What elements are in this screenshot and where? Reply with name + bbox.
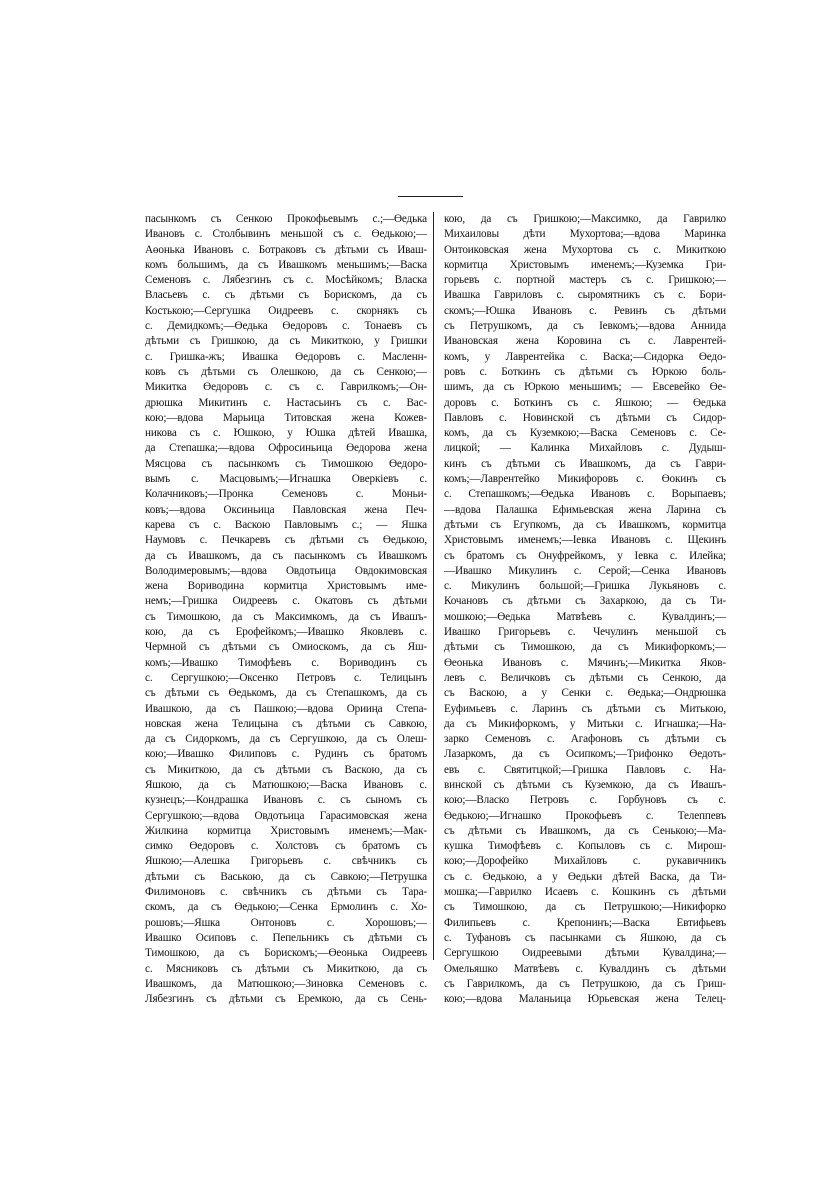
text-line: кою;—Власко Петровъ с. Горбуновъ съ с. (444, 794, 726, 807)
text-line: съ дѣтьми съ Өедькомъ, да съ Степашкомъ, да съ (145, 687, 427, 700)
text-line: Христовымъ именемъ;—Іевка Ивановъ с. Щекинъ (444, 534, 726, 547)
text-line: пасынкомъ съ Сенкою Прокофьевымъ с.;—Өедька (145, 213, 427, 225)
text-line: скомъ, да съ Өедькою;—Сенка Ермолинъ с. Хо- (145, 901, 427, 914)
text-line: с. Гришка-жъ; Ивашка Өедоровъ с. Масленн- (145, 350, 427, 363)
text-line: дѣтьми съ Тимошкою, да съ Микифоркомъ;— (444, 641, 726, 654)
text-line: кою, да съ Гришкою;—Максимко, да Гаврилко (444, 213, 726, 225)
text-line: левъ с. Величковъ съ дѣтьми съ Сенкою, да (444, 671, 726, 684)
text-line: комъ, да съ Куземкою;—Васка Семеновъ с. Се- (444, 427, 726, 440)
text-line: —Ивашко Микулинъ с. Серой;—Сенка Ивановъ (444, 564, 726, 577)
text-line: Ивашкомъ, да Матюшкою;—Зиновка Семеновъ с. (145, 977, 427, 990)
text-line: кинъ съ дѣтьми съ Ивашкомъ, да съ Гаври- (444, 457, 726, 470)
text-line: винской съ дѣтьми съ Куземкою, да съ Ивашъ- (444, 778, 726, 791)
text-line: с. Степашкомъ;—Өедька Ивановъ с. Ворыпаевъ; (444, 488, 726, 501)
text-line: Онтоиковская жена Мухортова съ с. Микиткою (444, 243, 726, 256)
text-line: Колачниковъ;—Пронка Семеновъ с. Моньи- (145, 488, 427, 501)
text-line: Микитка Өедоровъ с. съ с. Гаврилкомъ;—Он- (145, 381, 427, 394)
text-line: с. Туфановъ съ пасынками съ Яшкою, да съ (444, 931, 726, 944)
text-line: Лябезгинъ съ дѣтьми съ Еремкою, да съ Сень- (145, 993, 427, 1006)
text-line: Өедькою;—Игнашко Прокофьевъ с. Телеппевъ (444, 809, 726, 822)
text-line: дѣтьми съ Ваською, да съ Савкою;—Петрушка (145, 870, 427, 883)
text-line: ковъ;—вдова Оксиньица Павловская жена Печ- (145, 503, 427, 516)
text-line: Наумовъ с. Печкаревъ съ дѣтьми съ Өедькою, (145, 534, 427, 547)
text-line: съ Тимошкою, да съ Петрушкою;—Никифорко (444, 901, 726, 914)
text-line: Омельяшко Матвѣевъ с. Кувалдинъ съ дѣтьми (444, 962, 726, 975)
text-line: Ивашко Григорьевъ с. Чечулинъ меньшой съ (444, 626, 726, 639)
text-line: кою;—Ивашко Филиповъ с. Рудинъ съ братомъ (145, 748, 427, 761)
text-line: Лазаркомъ, да съ Осипкомъ;—Трифонко Өедоть- (444, 748, 726, 761)
text-line: Ивашка Гавриловъ с. сыромятникъ съ с. Бори- (444, 289, 726, 302)
text-line: да съ Сидоркомъ, да съ Сергушкою, да съ Олеш- (145, 733, 427, 746)
text-line: Костькою;—Сергушка Оидреевъ с. скорнякъ съ (145, 304, 427, 317)
column-divider (433, 212, 434, 960)
text-line: с. Сергушкою;—Оксенко Петровъ с. Телицынъ (145, 671, 427, 684)
text-line: с. Микулинъ большой;—Гришка Лукьяновъ с. (444, 580, 726, 593)
text-line: Сергушкою Оидреевыми дѣтьми Кувалдина;— (444, 947, 726, 960)
text-line: Сергушкою;—вдова Овдотьица Гарасимовская жена (145, 809, 427, 822)
text-line: ковъ съ дѣтьми съ Олешкою, да съ Сенкою;— (145, 365, 427, 378)
text-line: Кочановъ съ дѣтьми съ Захаркою, да съ Ти- (444, 595, 726, 608)
text-line: кузнецъ;—Кондрашка Ивановъ с. съ сыномъ съ (145, 794, 427, 807)
text-line: съ дѣтьми съ Ивашкомъ, да съ Сенькою;—Ма- (444, 824, 726, 837)
text-line: Михаиловы дѣти Мухортова;—вдова Маринка (444, 228, 726, 241)
text-line: кою, да съ Ерофейкомъ;—Ивашко Яковлевъ с. (145, 626, 427, 639)
text-line: симко Өедоровъ с. Холстовъ съ братомъ съ (145, 840, 427, 853)
text-line: Жилкина кормитца Христовымъ именемъ;—Мак- (145, 824, 427, 837)
text-line: Володимеровымъ;—вдова Овдотьица Овдокимовская (145, 564, 427, 577)
text-line: вымъ с. Масцовымъ;—Игнашка Оверкіевъ с. (145, 473, 427, 486)
text-line: зарко Семеновъ с. Агафоновъ съ дѣтьми съ (444, 733, 726, 746)
text-line: рошовъ;—Яшка Онтоновъ с. Хорошовъ;— (145, 916, 427, 929)
text-line: дѣтьми съ Гришкою, да съ Микиткою, у Гришки (145, 335, 427, 348)
text-line: карева съ с. Васкою Павловымъ с.; — Яшка (145, 518, 427, 531)
text-line: съ братомъ съ Онуфрейкомъ, у Іевка с. Илейка; (444, 549, 726, 562)
text-line: Чермной съ дѣтьми съ Омиоскомъ, да съ Яш- (145, 641, 427, 654)
text-line: Тимошкою, да съ Борискомъ;—Өеонька Оидреевъ (145, 947, 427, 960)
text-line: Яшкою;—Алешка Григорьевъ с. свѣчникъ съ (145, 855, 427, 868)
header-rule (398, 196, 463, 197)
text-line: скомъ;—Юшка Ивановъ с. Ревинъ съ дѣтьми (444, 304, 726, 317)
text-line: съ Гаврилкомъ, да съ Петрушкою, да съ Гриш- (444, 977, 726, 990)
text-line: съ Васкою, а у Сенки с. Өедька;—Ондрюшка (444, 687, 726, 700)
text-line: комъ большимъ, да съ Ивашкомъ меньшимъ;—Васка (145, 258, 427, 271)
text-line: да Степашка;—вдова Офросиньица Өедорова жена (145, 442, 427, 455)
text-line: Ивановъ с. Столбывинъ меньшой съ с. Өедькою;— (145, 228, 427, 241)
text-line: съ Тимошкою, да съ Максимкомъ, да съ Ивашъ- (145, 610, 427, 623)
text-line: Ивановская жена Коровина съ с. Лаврентей- (444, 335, 726, 348)
text-line: Филимоновъ с. свѣчникъ съ дѣтьми съ Тара- (145, 886, 427, 899)
text-line: кою;—Дорофейко Михайловъ с. рукавичникъ (444, 855, 726, 868)
text-line: комъ, у Лаврентейка с. Васка;—Сидорка Өедо- (444, 350, 726, 363)
text-line: немъ;—Гришка Оидреевъ с. Окатовъ съ дѣтьми (145, 595, 427, 608)
text-line: кушка Тимофѣевъ с. Копыловъ съ с. Мирош- (444, 840, 726, 853)
right-column (444, 212, 726, 1007)
left-column (145, 212, 427, 1007)
text-line: комъ;—Ивашко Тимофѣевъ с. Вориводинъ съ (145, 656, 427, 669)
text-line: евъ с. Святитцкой;—Гришка Павловъ с. На- (444, 763, 726, 776)
text-line: Мясцова съ пасынкомъ съ Тимошкою Өедоро- (145, 457, 427, 470)
text-line: лицкой; — Калинка Михайловъ с. Дудыш- (444, 442, 726, 455)
text-line: кою;—вдова Марьица Титовская жена Кожев- (145, 411, 427, 424)
text-line: кормитца Христовымъ именемъ;—Куземка Гри- (444, 258, 726, 271)
text-line: новская жена Телицына съ дѣтьми съ Савкою, (145, 717, 427, 730)
text-line: да съ Ивашкомъ, да съ пасынкомъ съ Ивашкомъ (145, 549, 427, 562)
text-line: дѣтьми съ Егупкомъ, да съ Ивашкомъ, кормитца (444, 518, 726, 531)
text-line: Аөонька Ивановъ с. Ботраковъ съ дѣтьми съ Иваш- (145, 243, 427, 256)
text-line: съ Петрушкомъ, да съ Іевкомъ;—вдова Аннида (444, 320, 726, 333)
text-line: комъ;—Лаврентейко Микифоровъ с. Өокинъ съ (444, 473, 726, 486)
text-line: с. Демидкомъ;—Өедька Өедоровъ с. Тонаевъ съ (145, 320, 427, 333)
text-line: никова съ с. Юшкою, у Юшка дѣтей Ивашка, (145, 427, 427, 440)
text-line: Ивашкою, да съ Пашкою;—вдова Орииңа Степа- (145, 702, 427, 715)
text-line: съ с. Өедькою, а у Өедьки дѣтей Васка, да Ти- (444, 870, 726, 883)
text-line: жена Вориводина кормитца Христовымъ име- (145, 580, 427, 593)
text-line: съ Микиткою, да съ дѣтьми съ Васкою, да съ (145, 763, 427, 776)
text-line: Семеновъ с. Лябезгинъ съ с. Мосѣйкомъ; Власка (145, 274, 427, 287)
text-line: Ивашко Осиповъ с. Пепельникъ съ дѣтьми съ (145, 931, 427, 944)
text-line: Власьевъ с. съ дѣтьми съ Борискомъ, да съ (145, 289, 427, 302)
text-line: Филипьевъ с. Крепонинъ;—Васка Евтифьевъ (444, 916, 726, 929)
text-line: кою;—вдова Маланьица Юрьевская жена Телец- (444, 993, 726, 1006)
text-line: с. Мясниковъ съ дѣтьми съ Микиткою, да съ (145, 962, 427, 975)
text-line: горьевъ с. портной мастеръ съ с. Гришкою;— (444, 274, 726, 287)
text-line: Өеонька Ивановъ с. Мячинъ;—Микитка Яков- (444, 656, 726, 669)
text-line: дрюшка Микитинъ с. Настасьинъ съ с. Вас- (145, 396, 427, 409)
text-line: шимъ, да съ Юркою меньшимъ; — Евсевейко Өе- (444, 381, 726, 394)
text-line: Еуфимьевъ с. Ларинъ съ дѣтьми съ Митькою, (444, 702, 726, 715)
text-line: да съ Микифоркомъ, у Митьки с. Игнашка;—На- (444, 717, 726, 730)
text-line: —вдова Палашка Ефимьевская жена Ларина съ (444, 503, 726, 516)
text-line: доровъ с. Боткинъ съ с. Яшкою; — Өедька (444, 396, 726, 409)
text-line: мошка;—Гаврилко Исаевъ с. Кошкинъ съ дѣтьми (444, 886, 726, 899)
text-line: ровъ с. Боткинъ съ дѣтьми съ Юркою боль- (444, 365, 726, 378)
text-line: Павловъ с. Новинской съ дѣтьми съ Сидор- (444, 411, 726, 424)
text-line: мошкою;—Өедька Матвѣевъ с. Кувалдинъ;— (444, 610, 726, 623)
text-line: Яшкою, да съ Матюшкою;—Васка Ивановъ с. (145, 778, 427, 791)
